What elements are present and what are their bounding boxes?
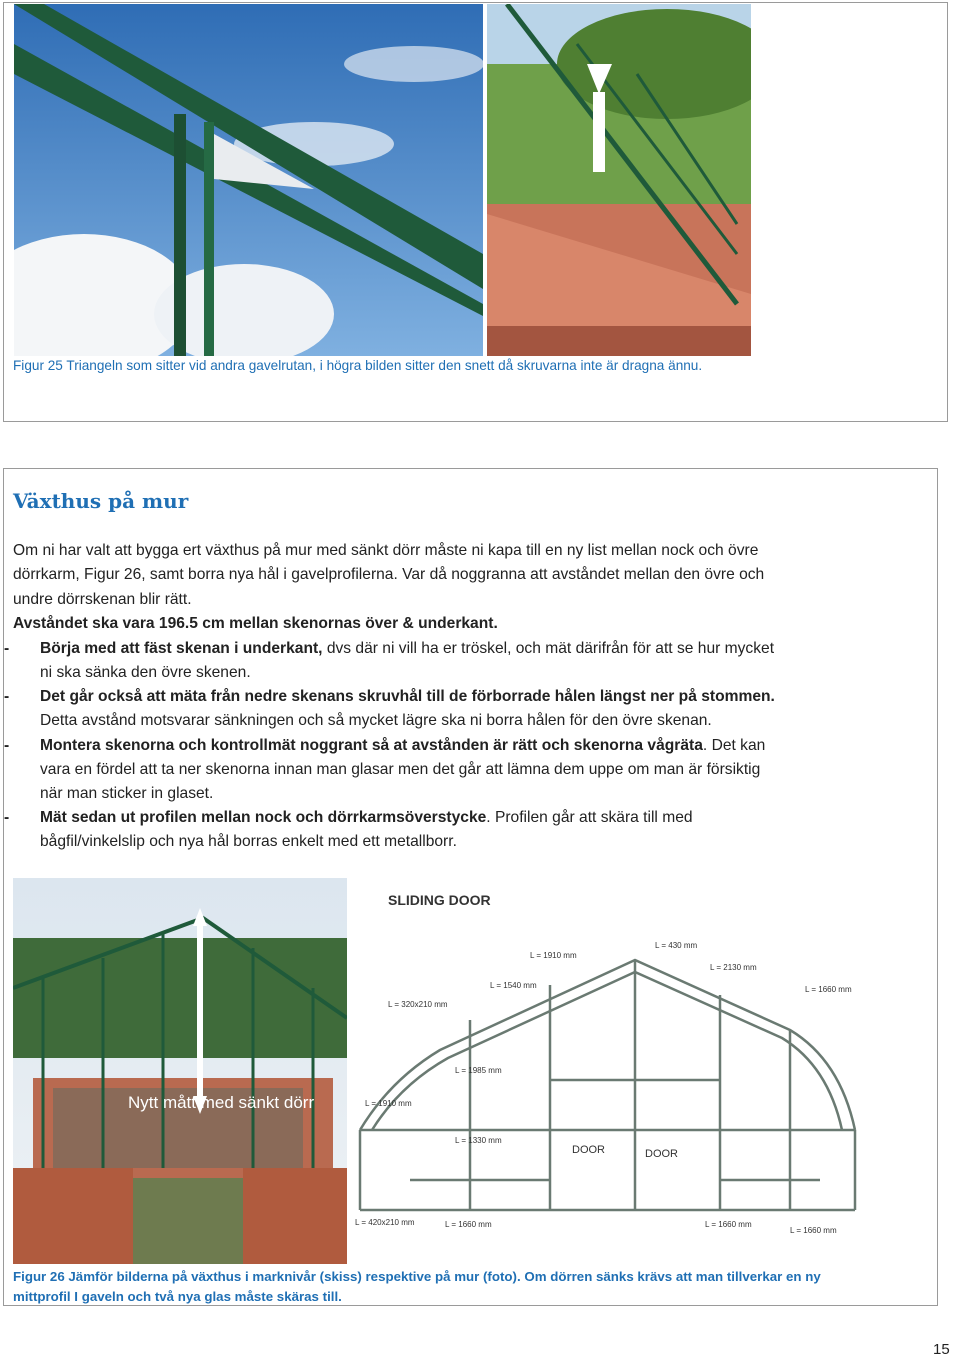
dim-label: L = 420x210 mm — [355, 1218, 415, 1227]
bullet-4-line-2: bågfil/vinkelslip och nya hål borras enkelt med ett metallborr. — [40, 833, 457, 850]
figure-25-photo-left — [14, 4, 483, 356]
bullet-dash: - — [4, 640, 10, 657]
bullet-dash: - — [4, 688, 10, 705]
figure-26-caption-line-1: Figur 26 Jämför bilderna på växthus i marknivår (skiss) respektive på mur (foto). Om dörren sänks krävs att man tillverkar en ny — [13, 1269, 821, 1284]
page-number: 15 — [933, 1341, 950, 1358]
figure-25-caption: Figur 25 Triangeln som sitter vid andra gavelrutan, i högra bilden sitter den snett då skruvarna inte är dragna ännu. — [13, 358, 703, 373]
dim-label: L = 1330 mm — [455, 1136, 502, 1145]
figure-26-drawing — [350, 880, 875, 1265]
dim-label: L = 1660 mm — [705, 1220, 752, 1229]
drawing-title: SLIDING DOOR — [388, 892, 491, 908]
bullet-1-rest: dvs där ni vill ha er tröskel, och mät därifrån för att se hur mycket — [322, 640, 775, 657]
dim-label: L = 1660 mm — [790, 1226, 837, 1235]
dim-label: L = 1910 mm — [530, 951, 577, 960]
bullet-3-line-2: vara en fördel att ta ner skenorna innan man glasar men det går att lämna dem uppe om man är försiktig — [40, 761, 761, 778]
door-label-right: DOOR — [645, 1148, 678, 1160]
intro-line-3: undre dörrskenan blir rätt. — [13, 591, 192, 608]
bullet-1 — [4, 637, 925, 661]
bullet-dash: - — [4, 809, 10, 826]
door-label-left: DOOR — [572, 1144, 605, 1156]
dim-label: L = 320x210 mm — [388, 1000, 448, 1009]
dim-label: L = 1540 mm — [490, 981, 537, 990]
section-title: Växthus på mur — [13, 489, 189, 513]
bullet-3-rest: . Det kan — [702, 737, 766, 754]
bullet-3-line-3: när man sticker in glaset. — [40, 785, 214, 802]
distance-note: Avståndet ska vara 196.5 cm mellan skenornas över & underkant. — [13, 615, 498, 632]
dim-label: L = 1910 mm — [365, 1099, 412, 1108]
dim-label: L = 1660 mm — [445, 1220, 492, 1229]
bullet-2-line-2: Detta avstånd motsvarar sänkningen och så mycket lägre ska ni borra hålen för den övre skenan. — [40, 712, 712, 729]
bullet-1-bold: Börja med att fäst skenan i underkant, — [40, 640, 323, 657]
dim-label: L = 2130 mm — [710, 963, 757, 972]
figure-25-photo-right — [487, 4, 751, 356]
figure-26-photo — [13, 878, 347, 1264]
dim-label: L = 1985 mm — [455, 1066, 502, 1075]
bullet-4-rest: . Profilen går att skära till med — [486, 809, 693, 826]
bullet-4-bold: Mät sedan ut profilen mellan nock och dörrkarmsöverstycke — [40, 809, 487, 826]
intro-line-1: Om ni har valt att bygga ert växthus på mur med sänkt dörr måste ni kapa till en ny list mellan nock och övre — [13, 542, 759, 559]
bullet-2 — [4, 685, 925, 709]
bullet-2-bold: Det går också att mäta från nedre skenans skruvhål till de förborrade hålen längst ner på stommen. — [40, 688, 775, 705]
intro-line-2: dörrkarm, Figur 26, samt borra nya hål i gavelprofilerna. Var då noggranna att avståndet mellan den övre och — [13, 566, 765, 583]
photo-label: Nytt mått med sänkt dörr — [128, 1093, 315, 1112]
figure-26-caption-line-2: mittprofil I gaveln och två nya glas måste skäras till. — [13, 1289, 342, 1304]
bullet-3-bold: Montera skenorna och kontrollmät noggrant så at avstånden är rätt och skenorna vågräta — [40, 737, 703, 754]
dim-label: L = 1660 mm — [805, 985, 852, 994]
dim-label: L = 430 mm — [655, 941, 698, 950]
figure-26-caption — [13, 1267, 913, 1307]
bullet-4 — [4, 806, 925, 830]
bullet-dash: - — [4, 737, 10, 754]
bullet-1-line-2: ni ska sänka den övre skenen. — [40, 664, 251, 681]
bullet-3 — [4, 734, 925, 758]
